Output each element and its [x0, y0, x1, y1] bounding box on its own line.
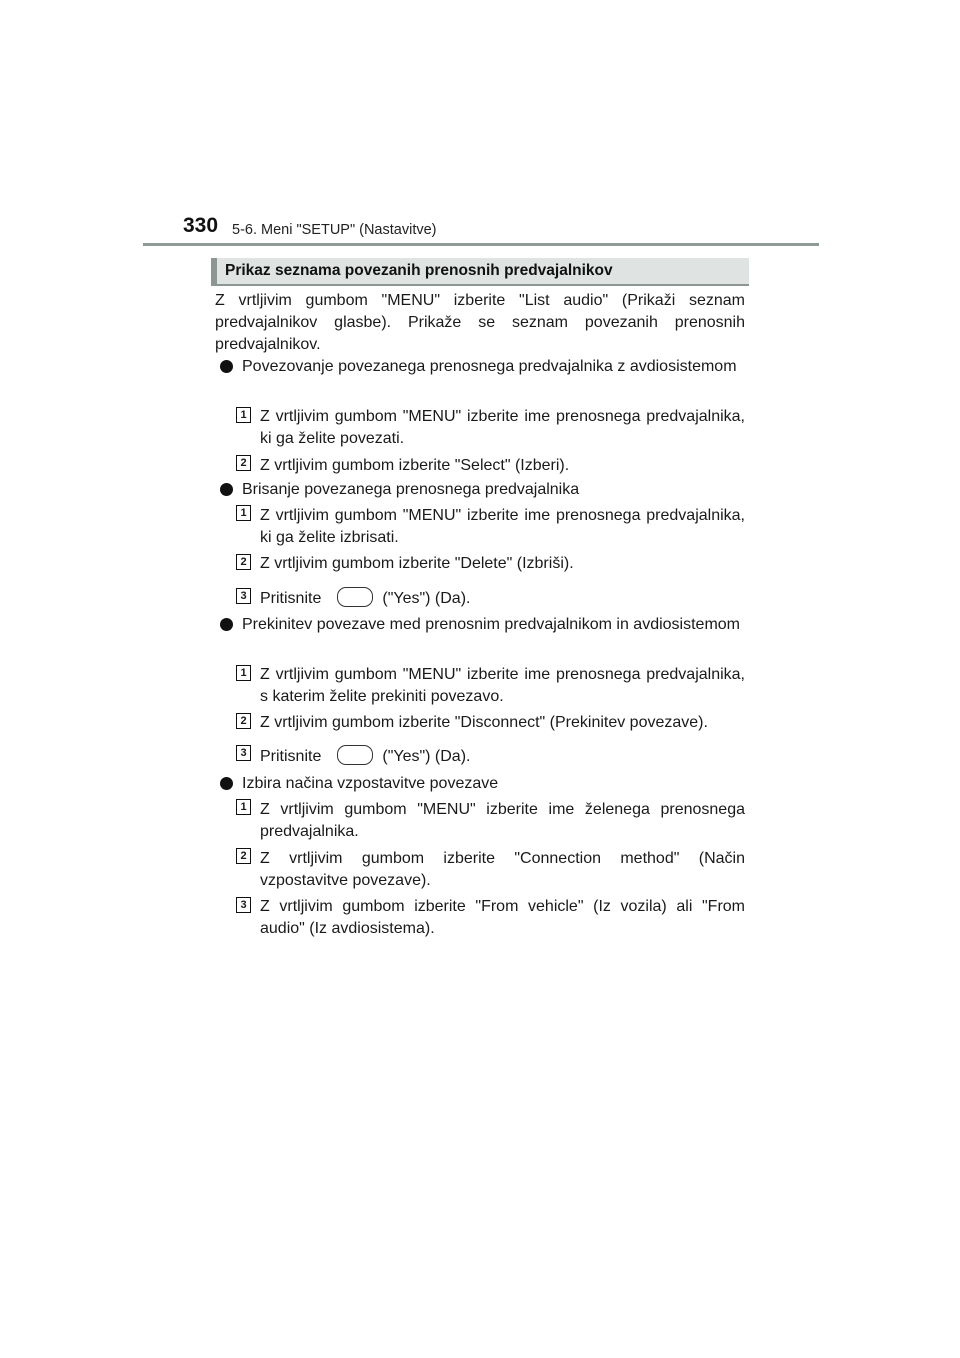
- step-number-icon: 3: [236, 745, 251, 761]
- step-text: Z vrtljivim gumbom izberite "Connection method" (Način vzpostavitve povezave).: [260, 850, 745, 889]
- header-divider: [143, 243, 819, 246]
- chapter-title: 5-6. Meni "SETUP" (Nastavitve): [232, 222, 437, 238]
- section-heading-box: [211, 258, 749, 286]
- bullet-icon: [220, 483, 233, 496]
- step-number-icon: 1: [236, 665, 251, 681]
- step-text-before: Pritisnite: [260, 590, 322, 607]
- bullet-title: Povezovanje povezanega prenosnega predvajalnika z avdiosistemom: [242, 358, 737, 375]
- step-text: Z vrtljivim gumbom izberite "Disconnect" (Prekinitev povezave).: [260, 714, 708, 731]
- section-title: Prikaz seznama povezanih prenosnih predvajalnikov: [225, 262, 613, 279]
- step-text: Z vrtljivim gumbom "MENU" izberite ime prenosnega predvajalnika, ki ga želite izbrisati.: [260, 507, 745, 546]
- step-text: Z vrtljivim gumbom "MENU" izberite ime želenega prenosnega predvajalnika.: [260, 801, 745, 840]
- yes-button-icon: [337, 745, 373, 765]
- step-number-icon: 2: [236, 455, 251, 471]
- yes-button-icon: [337, 587, 373, 607]
- bullet-icon: [220, 618, 233, 631]
- step-text-before: Pritisnite: [260, 748, 322, 765]
- step-number-icon: 3: [236, 897, 251, 913]
- bullet-title: Izbira načina vzpostavitve povezave: [242, 775, 499, 792]
- step-number-icon: 2: [236, 713, 251, 729]
- step-text: Z vrtljivim gumbom izberite "From vehicle" (Iz vozila) ali "From audio" (Iz avdiosistema).: [260, 898, 745, 937]
- step-text: Z vrtljivim gumbom "MENU" izberite ime prenosnega predvajalnika, s katerim želite prekiniti povezavo.: [260, 666, 745, 705]
- step-number-icon: 2: [236, 848, 251, 864]
- step-text: Z vrtljivim gumbom izberite "Select" (Izberi).: [260, 457, 570, 474]
- section-intro: Z vrtljivim gumbom "MENU" izberite "List audio" (Prikaži seznam predvajalnikov glasbe). Prikaže se seznam povezanih prenosnih predvajalnikov.: [215, 292, 745, 353]
- step-text: Z vrtljivim gumbom "MENU" izberite ime prenosnega predvajalnika, ki ga želite povezati.: [260, 408, 745, 447]
- page-number: 330: [183, 214, 219, 237]
- step-text-after: ("Yes") (Da).: [382, 590, 471, 607]
- step-text: Z vrtljivim gumbom izberite "Delete" (Izbriši).: [260, 555, 574, 572]
- step-number-icon: 2: [236, 554, 251, 570]
- step-number-icon: 1: [236, 407, 251, 423]
- section-accent-bar: [211, 258, 217, 284]
- bullet-icon: [220, 360, 233, 373]
- step-number-icon: 1: [236, 799, 251, 815]
- step-text-after: ("Yes") (Da).: [382, 748, 471, 765]
- bullet-icon: [220, 777, 233, 790]
- step-number-icon: 1: [236, 505, 251, 521]
- bullet-title: Brisanje povezanega prenosnega predvajalnika: [242, 481, 580, 498]
- step-text: [260, 746, 745, 768]
- step-text: [260, 588, 745, 610]
- step-number-icon: 3: [236, 588, 251, 604]
- bullet-title: Prekinitev povezave med prenosnim predvajalnikom in avdiosistemom: [242, 616, 741, 633]
